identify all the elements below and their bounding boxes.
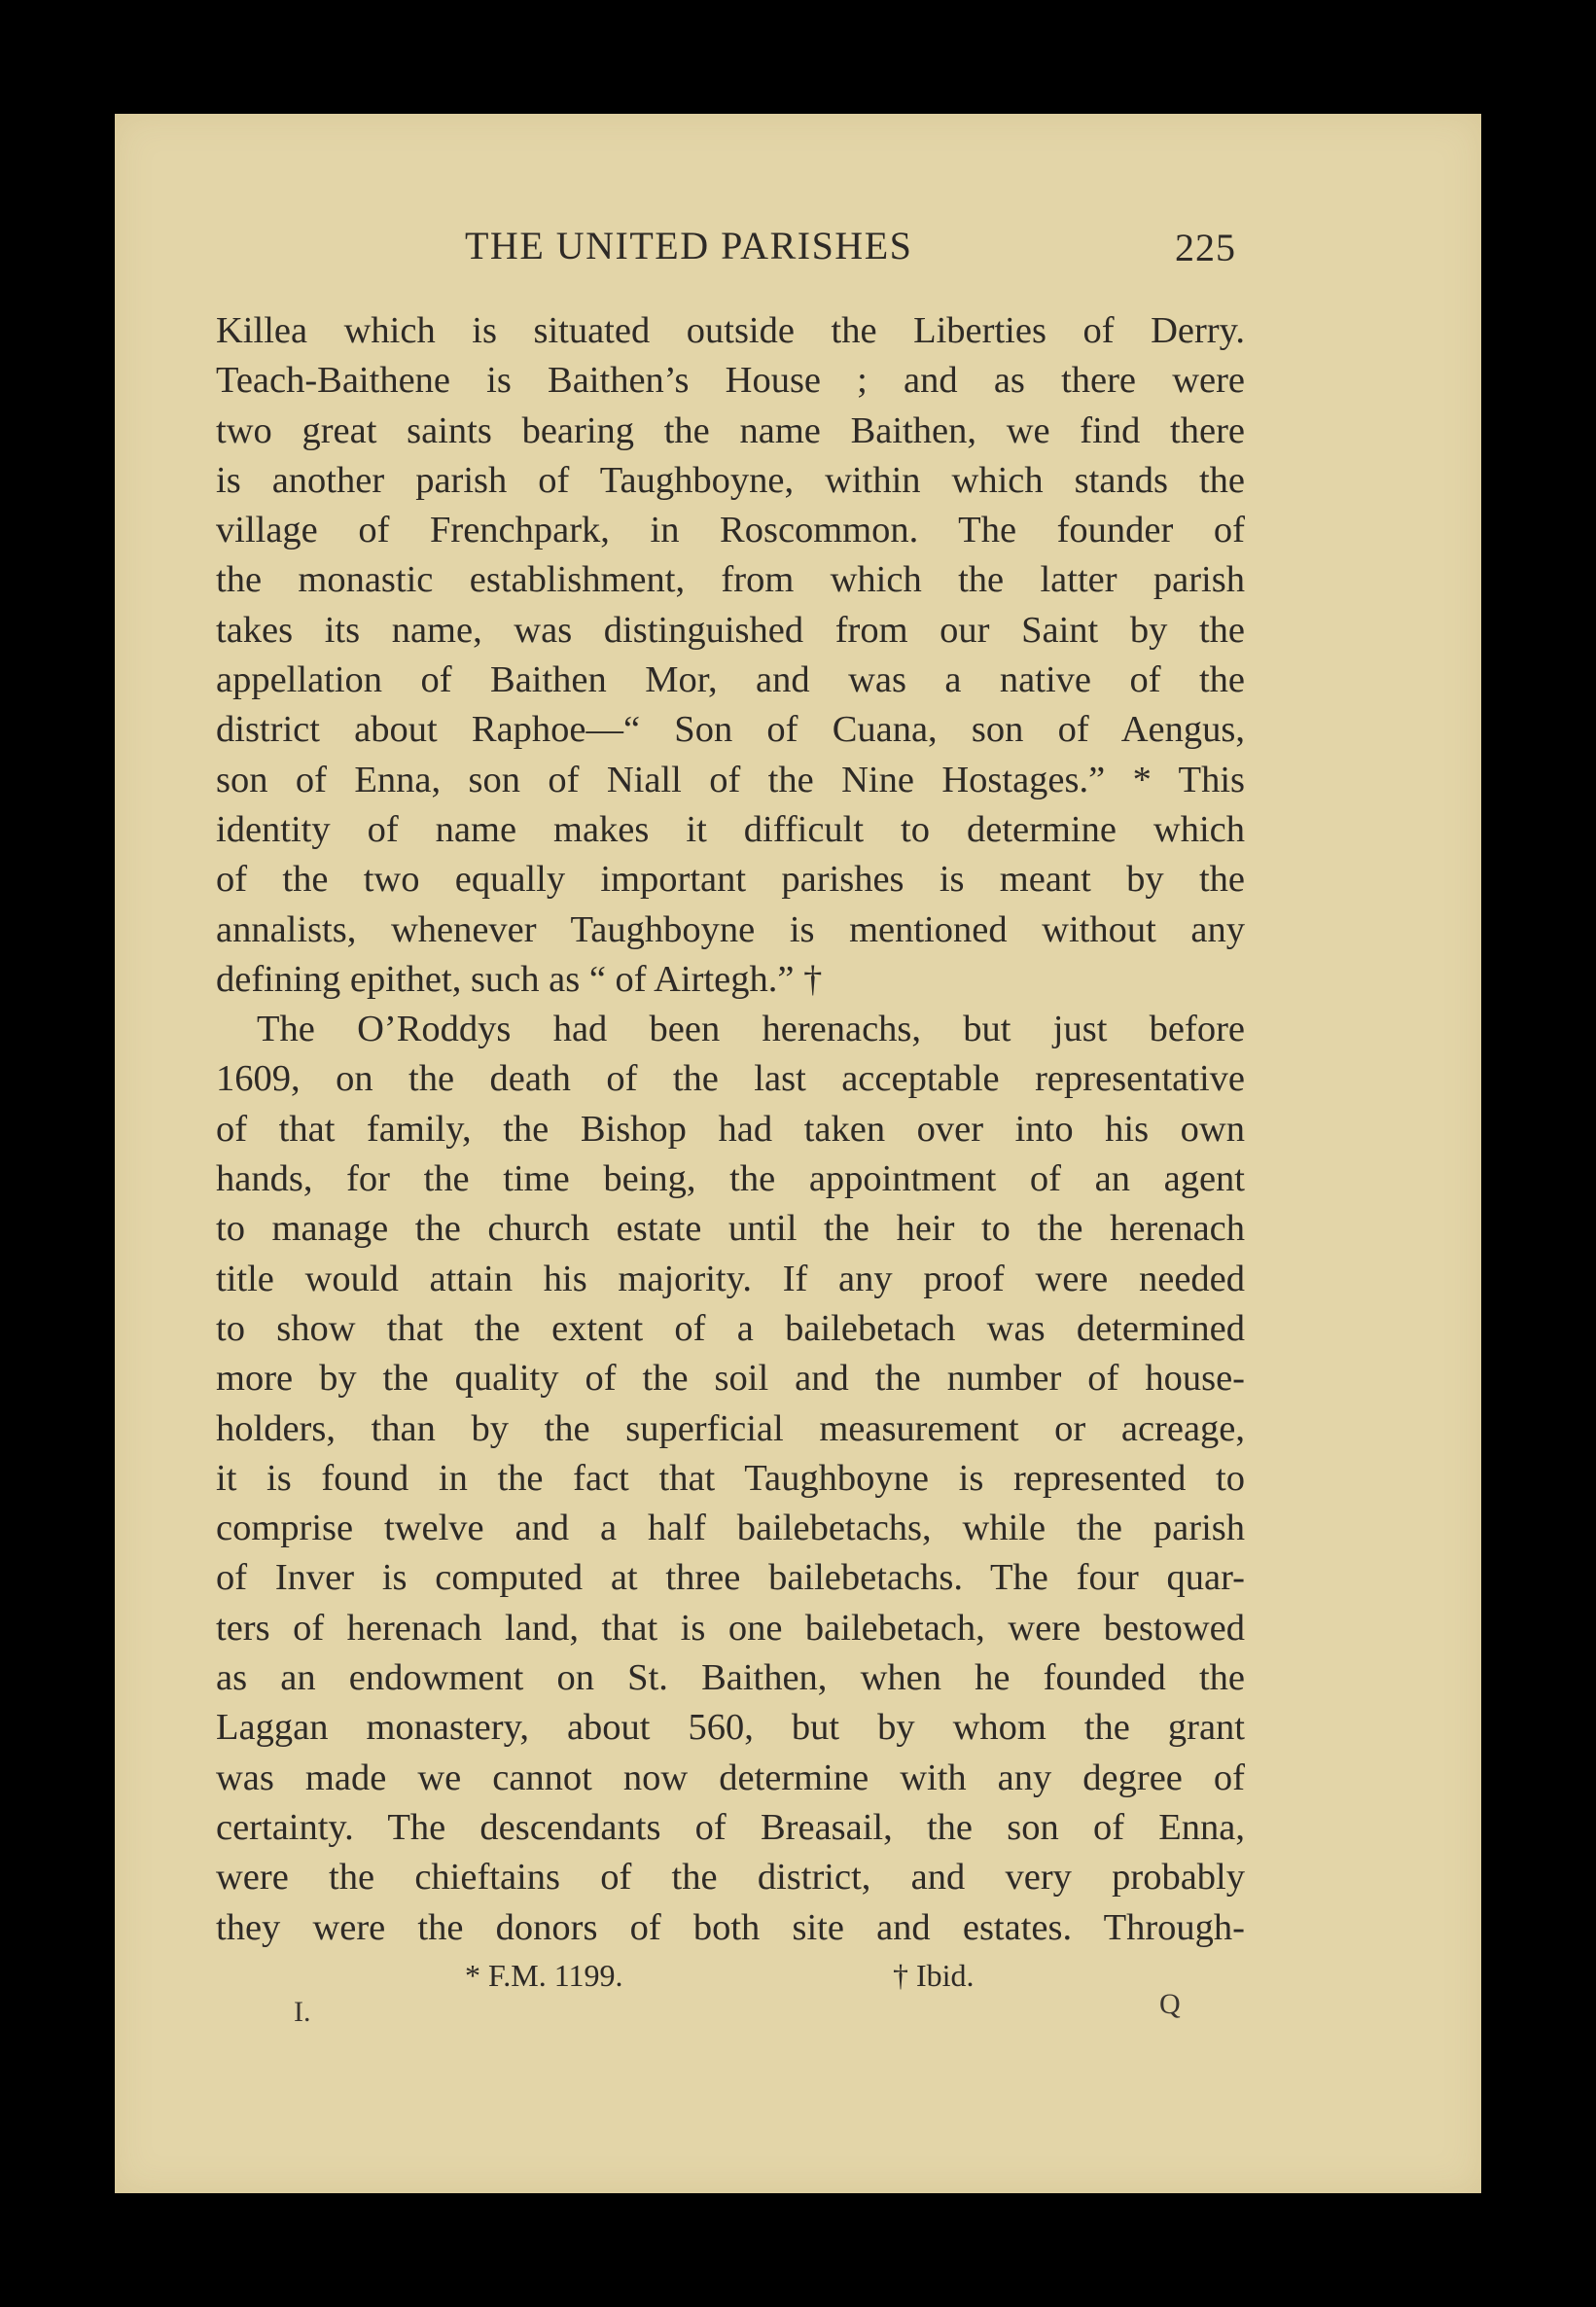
text-line: to manage the church estate until the heir to the herenach [216,1208,1245,1250]
body-text [216,306,1245,1953]
text-line: the monastic establishment, from which the latter parish [216,559,1245,601]
text-line: district about Raphoe—“ Son of Cuana, son of Aengus, [216,709,1245,751]
text-line: of that family, the Bishop had taken over into his own [216,1108,1245,1150]
text-line: Laggan monastery, about 560, but by whom the grant [216,1707,1245,1749]
text-line: 1609, on the death of the last acceptable representative [216,1058,1245,1100]
text-line: ters of herenach land, that is one bailebetach, were bestowed [216,1607,1245,1649]
text-line: takes its name, was distinguished from our Saint by the [216,609,1245,651]
text-line: were the chieftains of the district, and very probably [216,1857,1245,1899]
text-line: comprise twelve and a half bailebetachs, while the parish [216,1508,1245,1549]
signature-mark: Q [1159,1988,1181,2020]
text-line: Killea which is situated outside the Liberties of Derry. [216,310,1245,351]
text-line: was made we cannot now determine with any degree of [216,1757,1245,1798]
text-line: hands, for the time being, the appointment of an agent [216,1158,1245,1200]
text-line: village of Frenchpark, in Roscommon. The founder of [216,510,1245,551]
text-line: to show that the extent of a bailebetach was determined [216,1307,1245,1349]
footnote-1: * F.M. 1199. [465,1958,623,1993]
text-line: Teach-Baithene is Baithen’s House ; and as there were [216,360,1245,402]
text-line: is another parish of Taughboyne, within which stands the [216,459,1245,501]
text-line: certainty. The descendants of Breasail, the son of Enna, [216,1806,1245,1848]
volume-mark: I. [294,1996,311,2028]
page-number: 225 [1175,226,1236,269]
book-page [115,114,1481,2193]
text-line: son of Enna, son of Niall of the Nine Hostages.” * This [216,759,1245,800]
text-line: they were the donors of both site and estates. Through- [216,1906,1245,1948]
text-line: holders, than by the superficial measurement or acreage, [216,1407,1245,1449]
text-line: defining epithet, such as “ of Airtegh.” † [216,958,823,1000]
text-line: identity of name makes it difficult to determine which [216,808,1245,850]
paragraph-start-line: The O’Roddys had been herenachs, but just before [257,1009,1245,1050]
running-title: THE UNITED PARISHES [465,224,913,267]
text-line: annalists, whenever Taughboyne is mentioned without any [216,908,1245,950]
text-line: of Inver is computed at three bailebetachs. The four quar- [216,1557,1245,1599]
text-line: as an endowment on St. Baithen, when he founded the [216,1657,1245,1699]
text-line: more by the quality of the soil and the number of house- [216,1358,1245,1400]
text-line: appellation of Baithen Mor, and was a native of the [216,659,1245,701]
footnote-2: † Ibid. [893,1958,975,1993]
page-header [115,223,1481,281]
text-line: title would attain his majority. If any proof were needed [216,1258,1245,1299]
text-line: it is found in the fact that Taughboyne is represented to [216,1457,1245,1499]
text-line: two great saints bearing the name Baithen, we find there [216,409,1245,451]
text-line: of the two equally important parishes is meant by the [216,859,1245,901]
